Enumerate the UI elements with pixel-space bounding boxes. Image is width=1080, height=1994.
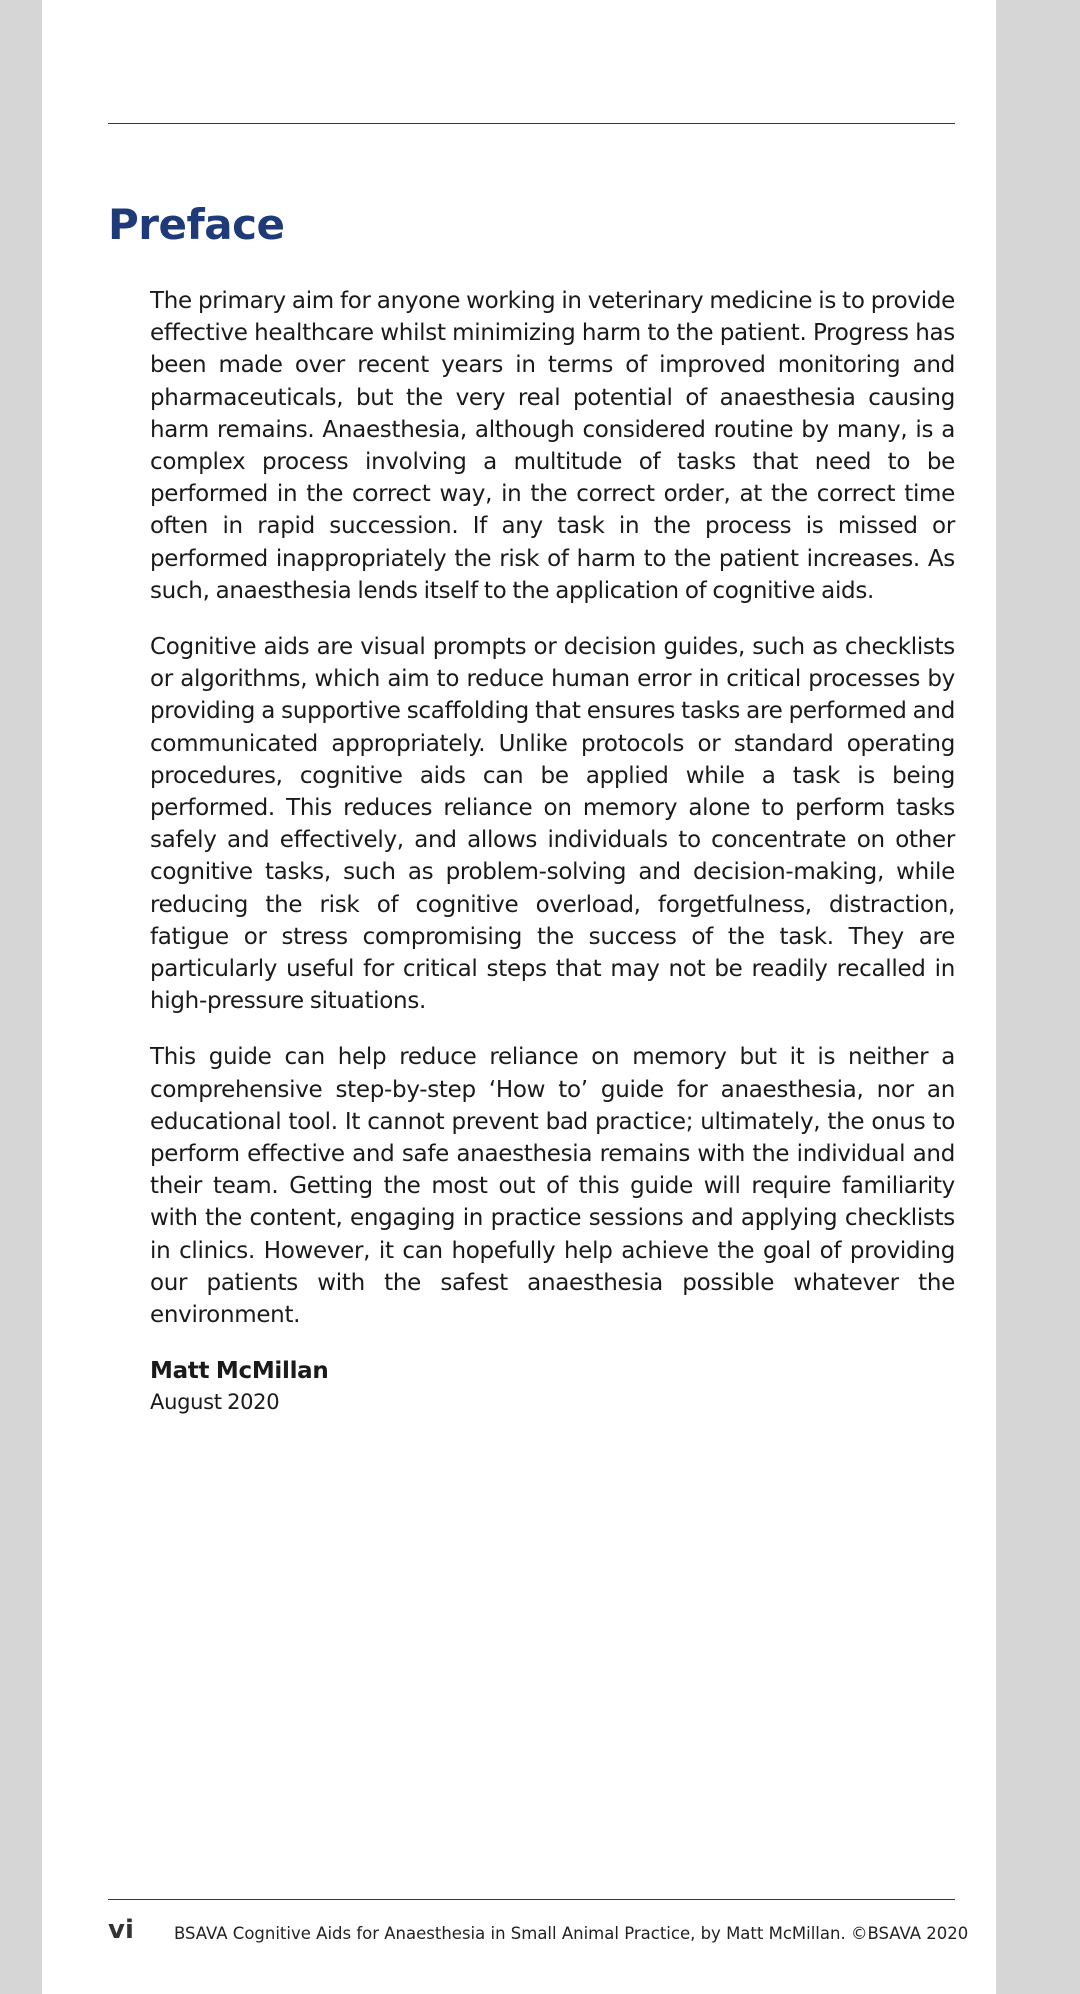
preface-body [150,285,955,1417]
paragraph-2: Cognitive aids are visual prompts or decision guides, such as checklists or algorithms, which aim to reduce human error in critical processes by providing a supportive scaffolding that ensures tasks are performed and communicated appropriately. Unlike protocols or standard operating procedures, cognitive aids can be applied while a task is being performed. This reduces reliance on memory alone to perform tasks safely and effectively, and allows individuals to concentrate on other cognitive tasks, such as problem-solving and decision-making, while reducing the risk of cognitive overload, forgetfulness, distraction, fatigue or stress compromising the success of the task. They are particularly useful for critical steps that may not be readily recalled in high-pressure situations. [150,634,955,1015]
footer-citation: BSAVA Cognitive Aids for Anaesthesia in Small Animal Practice, by Matt McMillan. ©BSAVA 2020 [174,1924,969,1943]
page-title: Preface [108,200,285,249]
signature-date: August 2020 [150,1390,280,1415]
author-name: Matt McMillan [150,1358,329,1385]
paragraph-1: The primary aim for anyone working in veterinary medicine is to provide effective healthcare whilst minimizing harm to the patient. Progress has been made over recent years in terms of improved monitoring and pharmaceuticals, but the very real potential of anaesthesia causing harm remains. Anaesthesia, although considered routine by many, is a complex process involving a multitude of tasks that need to be performed in the correct way, in the correct order, at the correct time often in rapid succession. If any task in the process is missed or performed inappropriately the risk of harm to the patient increases. As such, anaesthesia lends itself to the application of cognitive aids. [150,288,955,604]
document-page [42,0,996,1994]
header-rule [108,123,955,124]
page-number: vi [108,1915,134,1945]
paragraph-3: This guide can help reduce reliance on memory but it is neither a comprehensive step-by-step ‘How to’ guide for anaesthesia, nor an educational tool. It cannot prevent bad practice; ultimately, the onus to perform effective and safe anaesthesia remains with the individual and their team. Getting the most out of this guide will require familiarity with the content, engaging in practice sessions and applying checklists in clinics. However, it can hopefully help achieve the goal of providing our patients with the safest anaesthesia possible whatever the environment. [150,1044,955,1329]
footer-rule [108,1899,955,1900]
